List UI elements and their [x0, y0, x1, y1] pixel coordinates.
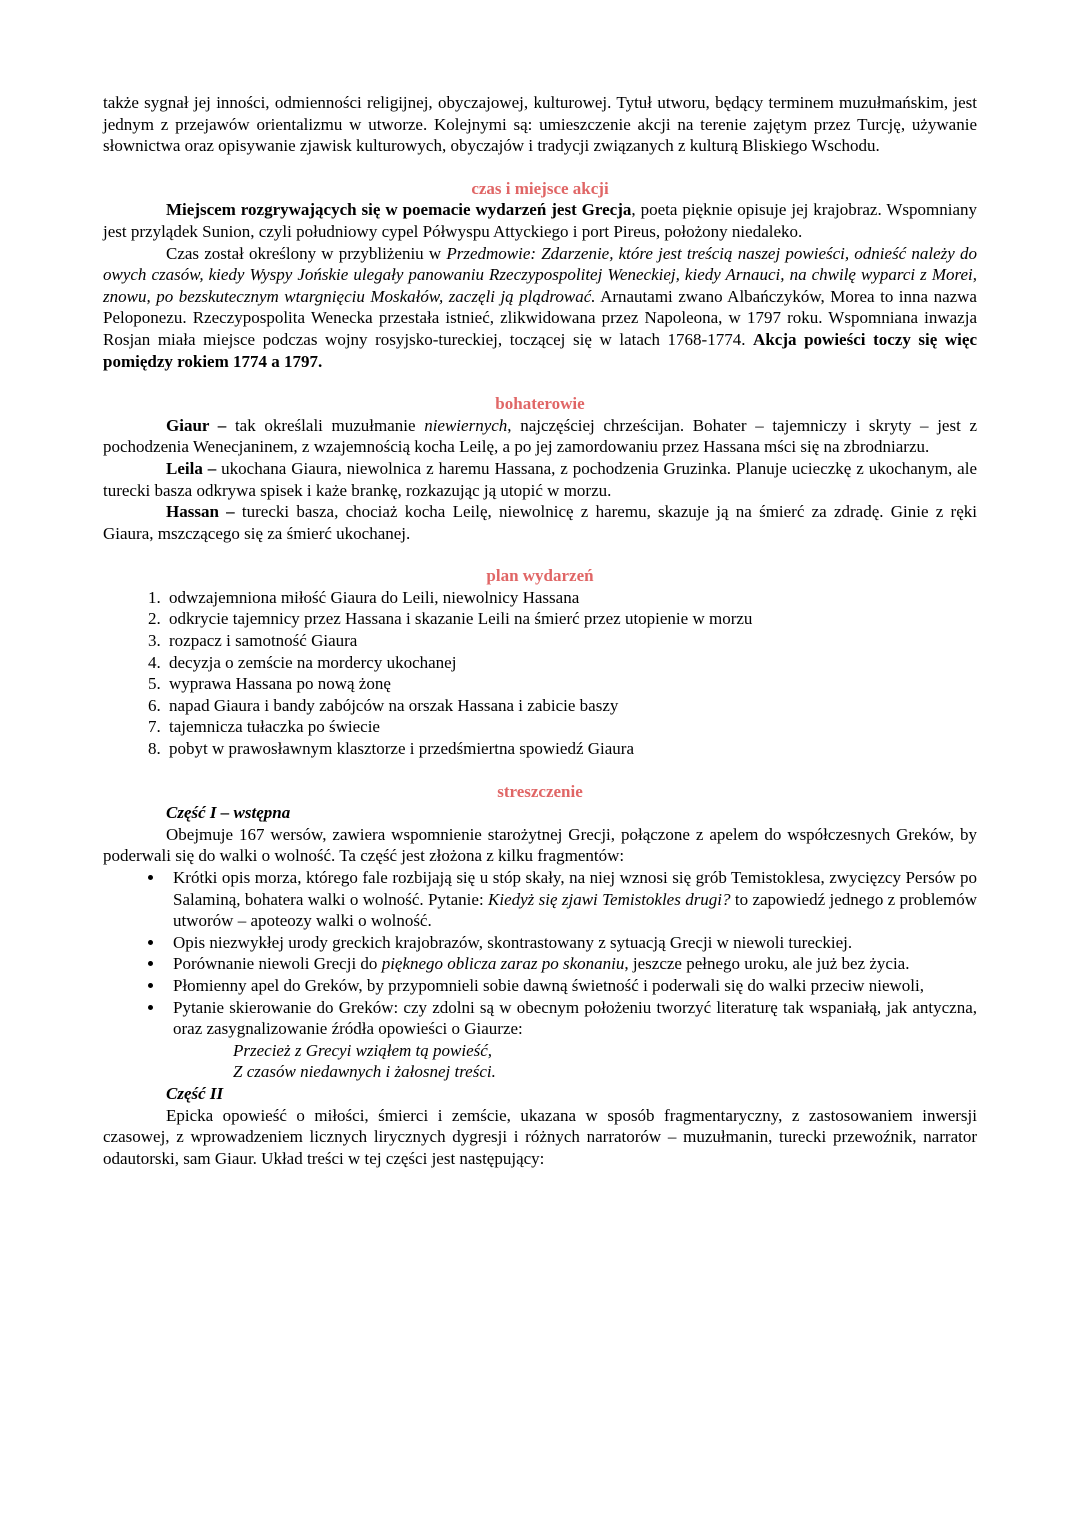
list-item [165, 997, 977, 1040]
text-run: , poeta pięknie opisuje jej krajobraz. Wspomniany jest przylądek Sunion, czyli południowy cypel Półwyspu Attyckiego i port Pireus, położony niedaleko. [103, 200, 978, 241]
list-item [165, 673, 977, 695]
verse-line: Z czasów niedawnych i żałosnej treści. [233, 1062, 496, 1082]
list-item [165, 695, 977, 717]
list-item [165, 932, 977, 954]
text-run: odwzajemniona miłość Giaura do Leili, niewolnicy Hassana [169, 587, 580, 607]
list-item [165, 587, 977, 609]
bullet-list [103, 867, 977, 1040]
paragraph [103, 802, 977, 824]
paragraph [103, 92, 977, 157]
paragraph [103, 501, 977, 544]
text-run: także sygnał jej inności, odmienności religijnej, obyczajowej, kulturowej. Tytuł utworu, będący terminem muzułmańskim, jest jednym z przejawów orientalizmu w utworze. Kolejnymi są: umieszczenie akcji na terenie zajętym przez Turcję, używanie słownictwa oraz opisywanie zjawisk kulturowych, obyczajów i tradycji związanych z kulturą Bliskiego Wschodu. [103, 93, 977, 156]
paragraph [103, 199, 977, 242]
text-run: niewiernych [424, 415, 508, 435]
text-run: decyzja o zemście na mordercy ukochanej [169, 652, 457, 672]
text-run: Obejmuje 167 wersów, zawiera wspomnienie starożytnej Grecji, połączone z apelem do współczesnych Greków, by poderwali się do walki o wolność. Ta część jest złożona z kilku fragmentów: [103, 824, 977, 866]
section-heading: bohaterowie [495, 394, 585, 414]
text-run: tak określali muzułmanie [226, 415, 425, 435]
paragraph [103, 1105, 977, 1170]
section-heading: czas i miejsce akcji [471, 178, 609, 198]
text-run: ukochana Giaura, niewolnica z haremu Hassana, z pochodzenia Gruzinka. Planuje ucieczkę z ukochanym, ale turecki basza odkrywa spisek i każe brankę, rozkazując ją utopić w morzu. [103, 458, 977, 500]
text-run: Porównanie niewoli Grecji do [173, 954, 382, 974]
text-run: , najczęściej chrześcijan. Bohater – tajemniczy i skryty – jest z pochodzenia Wenecjaninem, z wzajemnością kocha Leilę, a po jej zamordowaniu przez Hassana mści się na zbrodniarzu. [103, 415, 977, 457]
text-run: Część I – wstępna [166, 803, 291, 823]
numbered-list [103, 587, 977, 760]
paragraph [103, 458, 977, 501]
text-run: Arnautami zwano Albańczyków, Morea to inna nazwa Peloponezu. Rzeczypospolita Wenecka przestała istnieć, zlikwidowana przez Napoleona, w 1797 roku. Wspomniana inwazja Rosjan miała miejsce podczas wojny rosyjsko-tureckiej, toczącej się w latach 1768-1774. [103, 286, 977, 349]
text-run: Opis niezwykłej urody greckich krajobrazów, skontrastowany z sytuacją Grecji w niewoli tureckiej. [173, 932, 853, 952]
text-run: Giaur – [166, 415, 227, 435]
text-run: Pytanie skierowanie do Greków: czy zdolni są w obecnym położeniu tworzyć literaturę tak wspaniałą, jak antyczna, oraz zasygnalizowanie źródła opowieści o Giaurze: [173, 997, 977, 1039]
list-item [165, 630, 977, 652]
section-heading: streszczenie [497, 781, 583, 801]
text-run: pięknego oblicza zaraz po skonaniu [381, 954, 625, 974]
paragraph [103, 243, 977, 373]
verse-quote [233, 1040, 977, 1083]
text-run: odkrycie tajemnicy przez Hassana i skazanie Leili na śmierć przez utopienie w morzu [169, 609, 753, 629]
paragraph [103, 1083, 977, 1105]
list-item [165, 652, 977, 674]
list-item [165, 953, 977, 975]
text-run: Część II [166, 1083, 224, 1103]
list-item [165, 608, 977, 630]
text-run: Czas został określony w przybliżeniu w [166, 243, 447, 263]
paragraph [103, 415, 977, 458]
text-run: Płomienny apel do Greków, by przypomnieli sobie dawną świetność i poderwali się do walki przeciw niewoli, [173, 975, 924, 995]
text-run: Epicka opowieść o miłości, śmierci i zemście, ukazana w sposób fragmentaryczny, z zastosowaniem inwersji czasowej, z wprowadzeniem licznych lirycznych dygresji i różnych narratorów – muzułmanin, turecki przewoźnik, narrator odautorski, sam Giaur. Układ treści w tej części jest następujący: [103, 1105, 977, 1168]
text-run: wyprawa Hassana po nową żonę [169, 674, 391, 694]
text-run: , jeszcze pełnego uroku, ale już bez życia. [624, 954, 910, 974]
document-content [103, 92, 977, 1169]
text-run: tajemnicza tułaczka po świecie [169, 717, 380, 737]
text-run: Krótki opis morza, którego fale rozbijają się u stóp skały, na niej wznosi się grób Temistoklesa, zwycięzcy Persów po Salaminą, bohatera walki o wolność. Pytanie: [173, 868, 977, 909]
list-item [165, 716, 977, 738]
text-run: Hassan – [166, 502, 235, 522]
list-item [165, 867, 977, 932]
list-item [165, 975, 977, 997]
text-run: Akcja powieści toczy się więc pomiędzy rokiem 1774 a 1797. [103, 329, 977, 371]
list-item [165, 738, 977, 760]
text-run: Przedmowie: Zdarzenie, które jest treścią naszej powieści, odnieść należy do owych czasów, kiedy Wyspy Jońskie ulegały panowaniu Rzeczypospolitej Weneckiej, kiedy Arnauci, na chwilę wyparci z Morei, znowu, po bezskutecznym wtargnięciu Moskałów, zaczęli ją plądrować. [103, 243, 978, 306]
text-run: Leila – [166, 458, 217, 478]
text-run: Kiedyż się zjawi Temistokles drugi? [488, 889, 731, 909]
paragraph [103, 824, 977, 867]
text-run: rozpacz i samotność Giaura [169, 631, 358, 651]
text-run: turecki basza, chociaż kocha Leilę, niewolnicę z haremu, skazuje ją na śmierć za zdradę. Ginie z ręki Giaura, mszczącego się za śmierć ukochanej. [103, 502, 977, 543]
text-run: Miejscem rozgrywających się w poemacie wydarzeń jest Grecja [166, 200, 632, 220]
text-run: pobyt w prawosławnym klasztorze i przedśmiertna spowiedź Giaura [169, 739, 634, 759]
section-heading: plan wydarzeń [486, 566, 594, 586]
text-run: napad Giaura i bandy zabójców na orszak Hassana i zabicie baszy [169, 695, 619, 715]
text-run: to zapowiedź jednego z problemów utworów – apoteozy walki o wolność. [173, 889, 977, 931]
verse-line: Przecież z Grecyi wziąłem tą powieść, [233, 1040, 493, 1060]
